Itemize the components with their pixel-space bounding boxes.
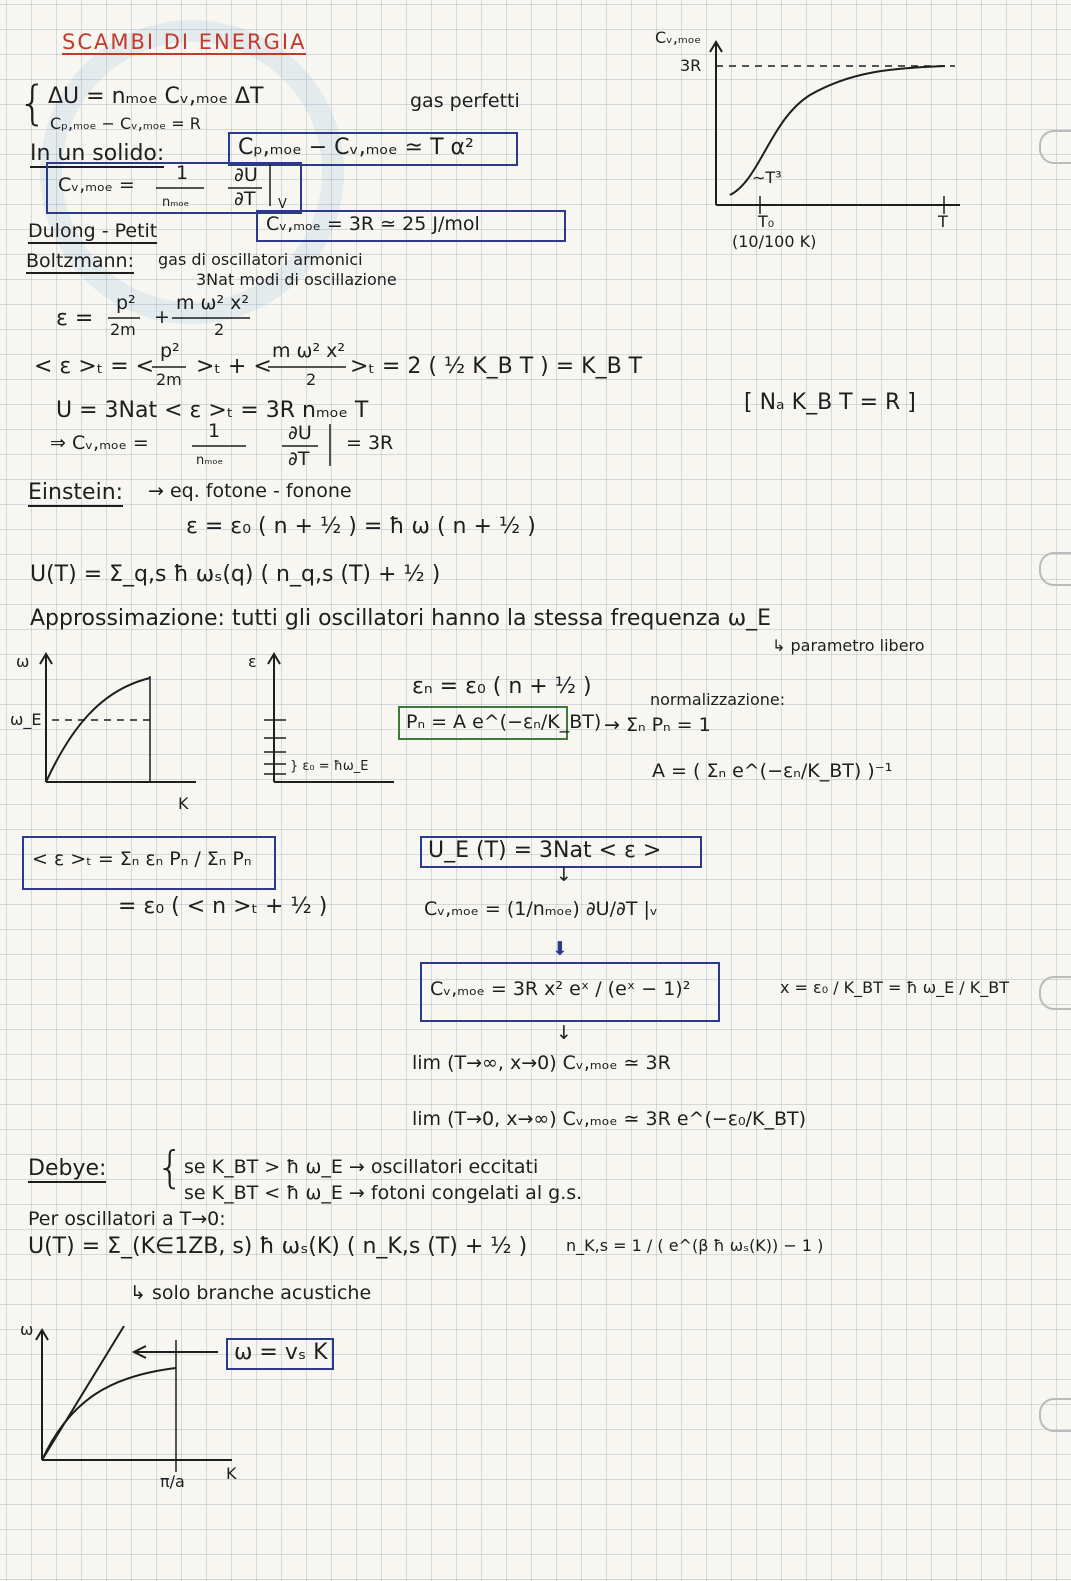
eq-avg-k: m ω² x² [272, 340, 345, 362]
debye-brace: { [156, 1142, 184, 1193]
top-graph-xrange: (10/100 K) [732, 232, 817, 251]
boltzmann-label: Boltzmann: [26, 250, 134, 272]
debye-eq-n: n_K,s = 1 / ( e^(β ħ ωₛ(K)) − 1 ) [566, 1236, 824, 1255]
solid-eq: Cₚ,ₘₒₑ − Cᵥ,ₘₒₑ ≃ T α² [238, 135, 474, 160]
boltzmann-desc1: gas di oscillatori armonici [158, 250, 363, 269]
avg-energy-eq: < ε >ₜ = Σₙ εₙ Pₙ / Σₙ Pₙ [32, 848, 252, 870]
top-graph-ytick: 3R [680, 56, 702, 75]
top-graph-ylabel: Cᵥ,ₘₒₑ [655, 28, 702, 47]
cv-eq: Cᵥ,ₘₒₑ = (1/nₘₒₑ) ∂U/∂T |ᵥ [424, 898, 658, 920]
cv-def-sub: V [278, 197, 287, 212]
debye-eq-u: U(T) = Σ_(K∈1ZB, s) ħ ωₛ(K) ( n_K,s (T) + ½ ) [28, 1234, 528, 1259]
ue-eq: U_E (T) = 3Nat < ε > [428, 838, 662, 863]
norm-eq: → Σₙ Pₙ = 1 [604, 714, 711, 736]
graph-w-xlabel: K [178, 794, 189, 813]
eq-energy-lhs: ε = [56, 306, 94, 331]
eq-delta-u: ΔU = nₘₒₑ Cᵥ,ₘₒₑ ΔT [48, 84, 264, 109]
system-brace: { [18, 76, 48, 130]
eq-cv-boltz-lhs: ⇒ Cᵥ,ₘₒₑ = [50, 432, 149, 454]
approx-text: Approssimazione: tutti gli oscillatori hanno la stessa frequenza ω_E [30, 606, 772, 631]
eq-cv-boltz-num: 1 [208, 420, 221, 442]
cv-final-eq: Cᵥ,ₘₒₑ = 3R x² eˣ / (eˣ − 1)² [430, 978, 691, 1000]
top-graph-curve-label: ∼T³ [752, 168, 782, 187]
norm-label: normalizzazione: [650, 690, 786, 709]
einstein-eq-u: U(T) = Σ_q,s ħ ωₛ(q) ( n_q,s (T) + ½ ) [30, 562, 441, 587]
arrow-down-2: ⬇ [552, 938, 568, 960]
eq-cv-boltz-dnum: ∂U [288, 422, 312, 444]
energy-step-label: } ε₀ = ħω_E [290, 759, 369, 774]
debye-branches: ↳ solo branche acustiche [130, 1282, 372, 1304]
eq-energy-2m: 2m [110, 320, 136, 339]
x-def: x = ε₀ / K_BT = ħ ω_E / K_BT [780, 978, 1010, 997]
cv-def-dnum: ∂U [234, 164, 258, 186]
eq-avg-2: 2 [306, 370, 317, 389]
einstein-label: Einstein: [28, 480, 124, 505]
eq-cv-boltz-rhs: = 3R [346, 432, 394, 454]
linear-dispersion-eq: ω = vₛ K [234, 1340, 328, 1365]
debye-graph-xtick: π/a [160, 1472, 185, 1491]
limit-low-t: lim (T→0, x→∞) Cᵥ,ₘₒₑ ≃ 3R e^(−ε₀/K_BT) [412, 1108, 807, 1130]
eq-avg-2m: 2m [156, 370, 182, 389]
debye-low-t: Per oscillatori a T→0: [28, 1208, 226, 1230]
eq-energy-2: 2 [214, 320, 225, 339]
debye-case1: se K_BT > ħ ω_E → oscillatori eccitati [184, 1156, 539, 1178]
solid-label: In un solido: [30, 141, 165, 166]
eq-energy-p: p² [116, 292, 136, 314]
dulong-eq: Cᵥ,ₘₒₑ = 3R ≃ 25 J/mol [266, 213, 480, 235]
eq-en: εₙ = ε₀ ( n + ½ ) [412, 674, 592, 699]
debye-graph-xlabel: K [226, 1464, 237, 1483]
einstein-eq-energy: ε = ε₀ ( n + ½ ) = ħ ω ( n + ½ ) [186, 514, 536, 539]
eq-u-boltzmann: U = 3Nat < ε >ₜ = 3R nₘₒₑ T [56, 398, 369, 423]
boltzmann-desc2: 3Nat modi di oscillazione [196, 270, 397, 289]
graph-e-ylabel: ε [248, 652, 257, 671]
cv-def-den: nₘₒₑ [162, 195, 190, 210]
eq-cv-boltz-dden: ∂T [288, 448, 310, 470]
eq-avg-rhs: >ₜ = 2 ( ½ K_B T ) = K_B T [350, 354, 643, 379]
eq-cv-boltz-den: nₘₒₑ [196, 453, 224, 468]
arrow-down-1: ↓ [556, 864, 572, 886]
eq-pn: Pₙ = A e^(−εₙ/K_BT) [406, 711, 602, 733]
binder-ring [1039, 552, 1071, 586]
a-eq: A = ( Σₙ e^(−εₙ/K_BT) )⁻¹ [652, 760, 893, 782]
gas-perfetti-label: gas perfetti [410, 90, 520, 112]
cv-def-num: 1 [176, 162, 189, 184]
param-libero: ↳ parametro libero [772, 636, 925, 655]
graph-w-ytick: ω_E [10, 710, 42, 729]
cv-def-lhs: Cᵥ,ₘₒₑ = [58, 174, 135, 196]
bracket-nakbt: [ Nₐ K_B T = R ] [744, 390, 916, 415]
debye-case2: se K_BT < ħ ω_E → fotoni congelati al g.s. [184, 1182, 583, 1204]
eq-energy-plus: + [154, 306, 170, 328]
limit-high-t: lim (T→∞, x→0) Cᵥ,ₘₒₑ ≃ 3R [412, 1052, 671, 1074]
top-graph-xlabel: T [938, 212, 948, 231]
graph-w-ylabel: ω [16, 652, 30, 671]
eq-avg-p: p² [160, 340, 180, 362]
top-graph-xtick: T₀ [758, 212, 775, 231]
debye-graph-ylabel: ω [20, 1320, 34, 1339]
dulong-label: Dulong - Petit [28, 220, 158, 242]
eq-avg-lhs: < ε >ₜ = < [34, 354, 155, 379]
debye-dispersion-graph [0, 0, 1, 1]
avg-energy-eq2: = ε₀ ( < n >ₜ + ½ ) [118, 894, 328, 919]
eq-energy-k: m ω² x² [176, 292, 249, 314]
binder-ring [1039, 130, 1071, 164]
eq-cp-cv: Cₚ,ₘₒₑ − Cᵥ,ₘₒₑ = R [50, 114, 201, 133]
cv-def-dden: ∂T [234, 188, 256, 210]
eq-avg-mid: >ₜ + < [196, 354, 272, 379]
debye-label: Debye: [28, 1156, 107, 1181]
binder-ring [1039, 976, 1071, 1010]
arrow-down-3: ↓ [556, 1022, 572, 1044]
einstein-arrow: → eq. fotone - fonone [148, 480, 352, 502]
binder-ring [1039, 1398, 1071, 1432]
page-title: SCAMBI DI ENERGIA [62, 30, 307, 54]
